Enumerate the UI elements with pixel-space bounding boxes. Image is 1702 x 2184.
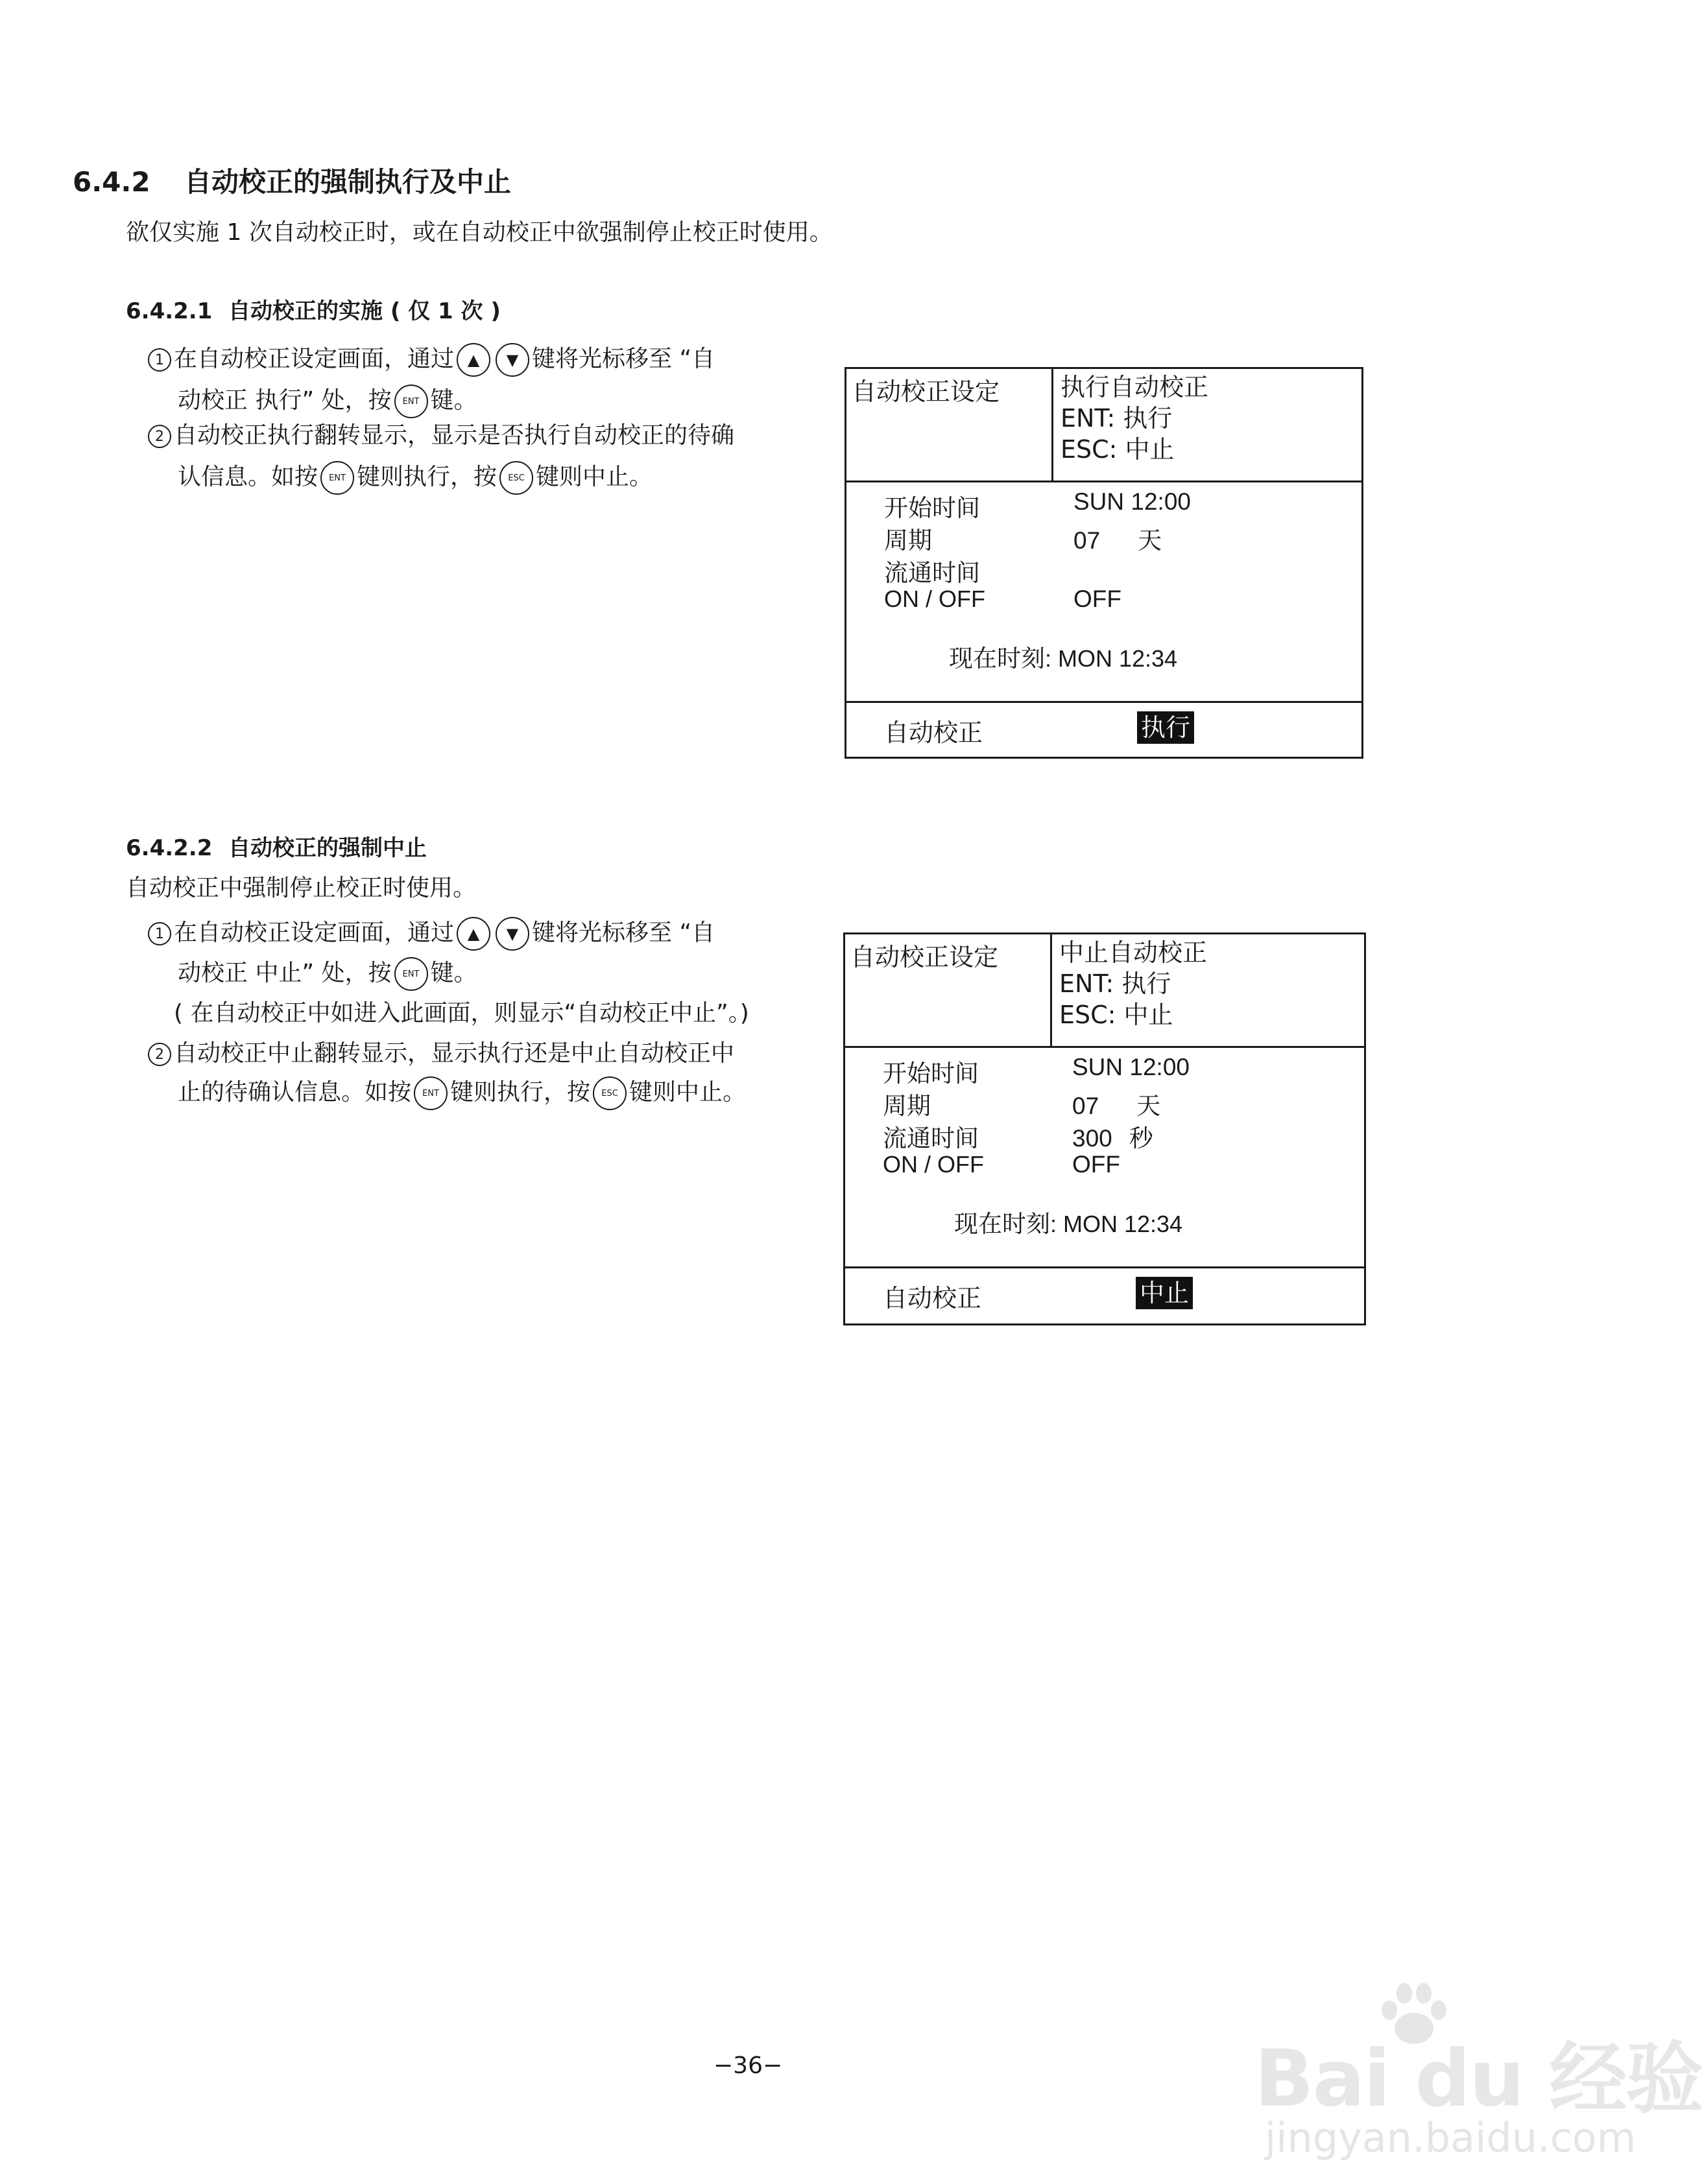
section-number: 6.4.2 (73, 166, 150, 198)
ent-key-icon: ENT (320, 461, 354, 495)
lcd-screen-abort (843, 932, 1366, 1325)
execute-option-highlighted: 执行 (1137, 711, 1194, 744)
sub1-step2-line2: 认信息。如按 ENT 键则执行，按 ESC 键则中止。 (178, 458, 653, 495)
step-number-2: 2 (148, 1043, 171, 1066)
esc-key-icon: ESC (593, 1076, 627, 1110)
screen-message: 执行自动校正 ENT: 执行 ESC: 中止 (1061, 373, 1209, 464)
subsection-1-steps (148, 340, 822, 509)
subsection-1-number: 6.4.2.1 (126, 298, 213, 324)
period-label: 周期 (883, 1092, 931, 1120)
subsection-2-heading (126, 830, 427, 862)
flow-time-label: 流通时间 (884, 559, 980, 587)
step-number-2: 2 (148, 425, 171, 448)
screen-title: 自动校正设定 (852, 377, 1000, 406)
step-number-1: 1 (148, 348, 171, 372)
subsection-1-heading (126, 293, 501, 325)
down-key-icon: ▼ (496, 343, 529, 377)
current-time: 现在时刻: MON 12:34 (954, 1210, 1183, 1238)
flow-time-label: 流通时间 (883, 1124, 979, 1152)
onoff-value: OFF (1072, 1151, 1120, 1178)
start-time-label: 开始时间 (883, 1060, 979, 1087)
ent-key-icon: ENT (414, 1076, 448, 1110)
start-time-label: 开始时间 (884, 494, 980, 522)
sub2-step1-note: ( 在自动校正中如进入此画面，则显示“自动校正中止”。) (174, 1000, 749, 1027)
watermark-url: jingyan.baidu.com (1265, 2114, 1636, 2161)
screen-title: 自动校正设定 (850, 943, 999, 971)
lcd-screen-execute (845, 367, 1363, 759)
subsection-2-steps (148, 914, 822, 1128)
sub1-step2-line1: 2 自动校正执行翻转显示，显示是否执行自动校正的待确 (148, 417, 734, 450)
page-number: −36− (713, 2052, 783, 2079)
subsection-1-title: 自动校正的实施 ( 仅 1 次 ) (228, 298, 501, 324)
up-key-icon: ▲ (457, 343, 490, 377)
flow-time-value: 300 秒 (1072, 1125, 1153, 1152)
period-value: 07 天 (1072, 1093, 1161, 1119)
subsection-2-number: 6.4.2.2 (126, 835, 213, 861)
period-value: 07 天 (1073, 527, 1162, 554)
abort-option-highlighted: 中止 (1136, 1277, 1193, 1309)
onoff-label: ON / OFF (883, 1151, 984, 1178)
section-heading (73, 161, 511, 200)
onoff-label: ON / OFF (884, 586, 985, 612)
sub2-step2-line1: 2 自动校正中止翻转显示，显示执行还是中止自动校正中 (148, 1035, 734, 1068)
sub2-step1-line1: 1 在自动校正设定画面，通过 ▲ ▼ 键将光标移至 “自 (148, 914, 715, 951)
current-time: 现在时刻: MON 12:34 (949, 645, 1178, 672)
section-title: 自动校正的强制执行及中止 (184, 166, 512, 198)
start-time-value: SUN 12:00 (1073, 488, 1191, 515)
sub1-step1-line2: 动校正 执行” 处，按 ENT 键。 (178, 382, 477, 418)
subsection-2-title: 自动校正的强制中止 (228, 835, 427, 861)
esc-key-icon: ESC (499, 461, 533, 495)
start-time-value: SUN 12:00 (1072, 1054, 1190, 1080)
baidu-watermark (1239, 1978, 1702, 2184)
ent-key-icon: ENT (394, 957, 428, 991)
subsection-2-intro: 自动校正中强制停止校正时使用。 (126, 875, 477, 901)
period-label: 周期 (884, 527, 932, 554)
auto-calibration-label: 自动校正 (883, 1284, 982, 1312)
onoff-value: OFF (1073, 586, 1121, 612)
sub2-step1-line2: 动校正 中止” 处，按 ENT 键。 (178, 955, 477, 991)
ent-key-icon: ENT (394, 385, 428, 418)
up-key-icon: ▲ (457, 917, 490, 951)
step-number-1: 1 (148, 922, 171, 945)
section-intro: 欲仅实施 1 次自动校正时，或在自动校正中欲强制停止校正时使用。 (126, 219, 833, 246)
baidu-logo-text: Bai du 经验 (1254, 2034, 1702, 2124)
down-key-icon: ▼ (496, 917, 529, 951)
sub1-step1-line1: 1 在自动校正设定画面，通过 ▲ ▼ 键将光标移至 “自 (148, 340, 715, 377)
screen-message: 中止自动校正 ENT: 执行 ESC: 中止 (1059, 938, 1208, 1029)
auto-calibration-label: 自动校正 (884, 718, 983, 747)
sub2-step2-line2: 止的待确认信息。如按 ENT 键则执行，按 ESC 键则中止。 (178, 1074, 746, 1110)
